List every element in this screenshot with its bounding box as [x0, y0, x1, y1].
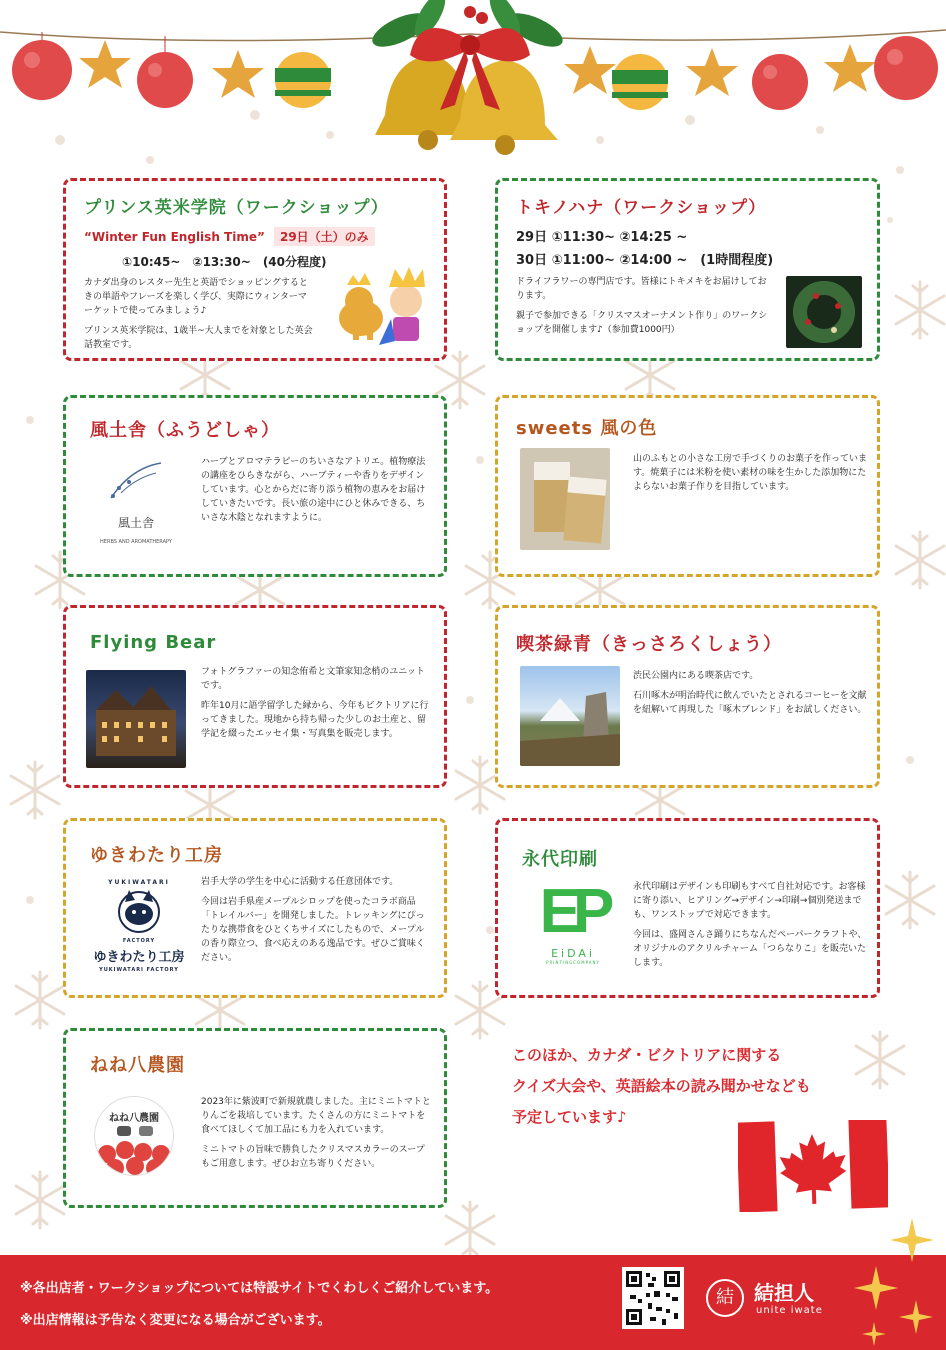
logo-sub: HERBS AND AROMATHERAPY [100, 539, 172, 545]
ornament-icon [874, 36, 938, 100]
logo-name: ねね八農園 [109, 1113, 159, 1124]
card-nene [63, 1028, 447, 1208]
note-line: クイズ大会や、英語絵本の読み聞かせなども [512, 1077, 811, 1095]
event-line [84, 226, 426, 246]
ornament-icon [752, 54, 808, 110]
logo-sub: PRINTINGCOMPANY [546, 960, 600, 965]
description [201, 666, 431, 748]
qr-code-icon[interactable] [622, 1267, 684, 1329]
victoria-photo [86, 670, 186, 768]
logo-bottom: YUKIWATARI FACTORY [99, 967, 179, 973]
card-eidai [495, 818, 880, 998]
fudosha-logo [86, 458, 186, 553]
sparkle-icon [854, 1218, 934, 1346]
sweets-photo [520, 448, 610, 550]
brand-mark: 結 [706, 1279, 744, 1317]
brand-logo [706, 1275, 836, 1331]
logo-name: 風土舎 [117, 516, 154, 530]
description [516, 276, 771, 338]
desc-paragraph: フォトグラファーの知念侑希と文筆家知念梢のユニットです。 [201, 667, 425, 691]
christmas-garland [0, 0, 946, 165]
herb-logo-icon [101, 458, 171, 508]
description [84, 277, 314, 353]
cat-logo-icon [109, 886, 169, 934]
card-prince [63, 178, 447, 361]
snowflake-icon [446, 1202, 494, 1255]
card-title: 永代印刷 [522, 849, 598, 870]
card-title: 喫茶緑青（きっさろくしょう） [516, 634, 782, 655]
wreath-photo [786, 276, 862, 348]
card-title: ゆきわたり工房 [90, 845, 223, 866]
snowflake-icon [16, 972, 64, 1028]
card-title: Flying Bear [90, 632, 217, 653]
logo-letters: EP [539, 877, 607, 946]
snowflake-icon [16, 1172, 64, 1228]
ornament-icon [612, 54, 668, 110]
desc-paragraph: 永代印刷はデザインも印刷もすべて自社対応です。お客様に寄り添い、ヒアリング→デザイン→印刷→個別発送までも、ワンストップで対応できます。 [633, 882, 866, 920]
card-title: プリンス英米学院（ワークショップ） [84, 198, 389, 218]
event-name: “Winter Fun English Time” [84, 230, 265, 244]
logo-top: YUKIWATARI [108, 879, 170, 886]
ornament-icon [137, 36, 193, 108]
snowflake-icon [856, 1032, 904, 1088]
description [201, 876, 433, 972]
desc-paragraph: ドライフラワーの専門店です。皆様にトキメキをお届けしております。 [516, 277, 767, 301]
desc-paragraph: 今回は、盛岡さんさ踊りにちなんだペーパークラフトや、オリジナルのアクリルチャーム「つらなりこ」を販売いたします。 [633, 929, 867, 968]
description: 山のふもとの小さな工房で手づくりのお菓子を作っています。焼菓子には米粉を使い素材の味を生かした添加物にたよらないお菓子作りを目指しています。 [633, 454, 868, 492]
description [633, 881, 868, 977]
desc-paragraph: 石川啄木が明治時代に飲んでいたとされるコーヒーを文献を紐解いて再現した「啄木ブレンド」をお試しください。 [633, 690, 867, 715]
card-kissa [495, 605, 880, 788]
logo-side: FACTORY [122, 938, 156, 944]
yukiwatari-logo [84, 879, 194, 979]
ornament-icon [275, 52, 331, 108]
canada-flag-icon [738, 1120, 888, 1212]
card-sweets [495, 395, 880, 577]
castle-building-icon [86, 670, 186, 768]
star-icon [79, 40, 131, 88]
card-flying-bear [63, 605, 447, 788]
footer-note: ※出店情報は予告なく変更になる場合がございます。 [20, 1313, 331, 1328]
snowflake-icon [896, 282, 944, 338]
logo-name: ゆきわたり工房 [93, 950, 185, 965]
note-line: このほか、カナダ・ビクトリアに関する [512, 1046, 782, 1064]
brand-sub: unite iwate [756, 1305, 823, 1316]
desc-paragraph: 親子で参加できる「クリスマスオーナメント作り」のワークショップを開催します♪（参加費1000円） [516, 310, 768, 335]
schedule-line: 30日 ①11:00~ ②14:00 ~ (1時間程度) [516, 253, 774, 268]
eidai-logo [523, 877, 623, 977]
tomato-cats-icon [95, 1124, 174, 1176]
card-fudosha [63, 395, 447, 577]
card-title: sweets 風の色 [516, 418, 658, 439]
desc-paragraph: ミニトマトの旨味で勝負したクリスマスカラーのスープもご用意します。ぜひお立ち寄りください。 [201, 1144, 425, 1169]
snowflake-icon [886, 872, 934, 928]
desc-paragraph: プリンス英米学院は、1歳半~大人までを対象とした英会話教室です。 [84, 325, 313, 350]
desc-paragraph: 渋民公園内にある喫茶店です。 [633, 671, 759, 681]
desc-paragraph: 岩手大学の学生を中心に活動する任意団体です。 [201, 877, 399, 887]
nene-logo [94, 1096, 174, 1176]
description [201, 1096, 433, 1178]
description [633, 670, 868, 724]
park-photo [520, 666, 620, 766]
desc-paragraph: 2023年に紫波町で新規就農しました。主にミニトマトとりんごを栽培しています。たくさんの方にミニトマトを食べてほしくて加工品にも力を入れています。 [201, 1097, 431, 1135]
monument-icon [520, 666, 620, 766]
desc-paragraph: カナダ出身のレスター先生と英語でショッピングするときの単語やフレーズを楽しく学び、実際にウィンターマーケットで使ってみましょう♪ [84, 278, 308, 316]
card-title: トキノハナ（ワークショップ） [516, 198, 767, 218]
star-icon [564, 46, 616, 94]
footer-bar [0, 1255, 946, 1350]
bell-icon [375, 55, 558, 155]
sweets-package-icon [520, 448, 610, 550]
time-line: ①10:45~ ②13:30~ (40分程度) [122, 255, 327, 269]
schedule-line: 29日 ①11:30~ ②14:25 ~ [516, 230, 688, 245]
sparkle-decoration [846, 1210, 946, 1350]
description: ハーブとアロマテラピーのちいさなアトリエ。植物療法の講座をひらきながら、ハーブティーや香りをデザインしています。心とからだに寄り添う植物の恵みをお届けしていきたいです。長い旅の途中にひと休みできる、ちいさな木陰となれますように。 [201, 457, 426, 523]
star-icon [824, 44, 876, 92]
mascot-illustration [331, 263, 441, 358]
ornament-icon [12, 32, 72, 100]
card-tokinohana [495, 178, 880, 361]
footer-note: ※各出店者・ワークショップについては特設サイトでくわしくご紹介しています。 [20, 1281, 499, 1296]
brand-name: 結担人 [754, 1281, 814, 1305]
card-title: 風土舎（ふうどしゃ） [90, 420, 280, 441]
star-icon [686, 48, 738, 96]
snowflake-icon [896, 532, 944, 588]
desc-paragraph: 昨年10月に語学留学した縁から、今年もビクトリアに行ってきました。現地から持ち帰った少しのお土産と、留学記を綴ったエッセイ集・写真集を販売します。 [201, 700, 429, 739]
wreath-icon [786, 276, 862, 348]
note-line: 予定しています♪ [512, 1108, 627, 1126]
desc-paragraph: 今回は岩手県産メープルシロップを使ったコラボ商品「トレイルバー」を開発しました。トレッキングにぴったりな携帯食をひとくちサイズにしたもので、メープルの香り際立つ、食べ応えのある逸品です。ぜひご賞味ください。 [201, 896, 425, 963]
card-yukiwatari [63, 818, 447, 998]
date-badge: 29日（土）のみ [274, 227, 375, 246]
snowflake-icon [11, 762, 59, 818]
card-title: ねね八農園 [90, 1055, 185, 1076]
star-icon [212, 50, 264, 98]
logo-name: EiDAi [551, 947, 595, 960]
